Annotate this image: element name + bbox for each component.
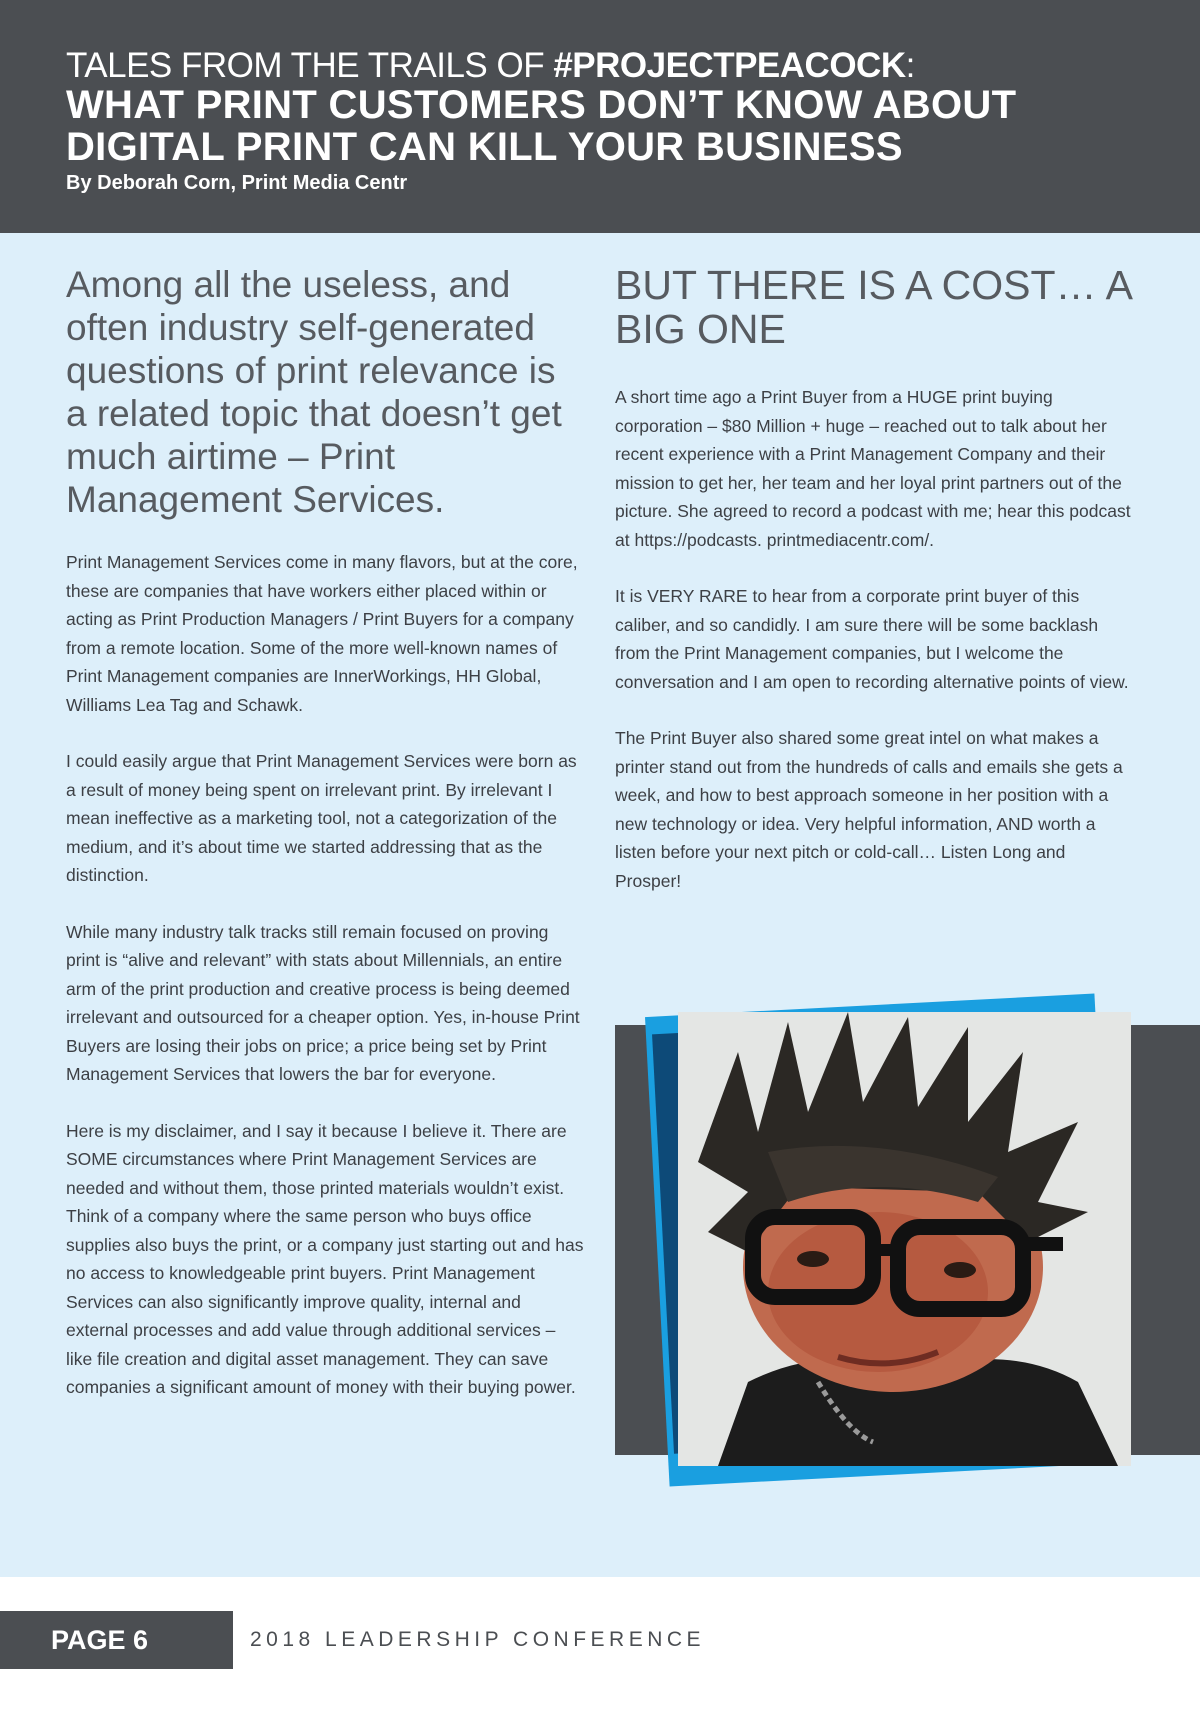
author-photo-frame — [615, 995, 1200, 1535]
article-header — [0, 0, 1200, 233]
right-column — [615, 383, 1135, 923]
left-paragraph: Print Management Services come in many flavors, but at the core, these are companies that have workers either placed within or acting as Print Production Managers / Print Buyers for a company from a remote location. Some of the more well-known names of Print Management companies are InnerWorkings, HH Global, Williams Lea Tag and Schawk. — [66, 552, 578, 715]
kicker-light-text: TALES FROM THE TRAILS OF — [66, 46, 554, 85]
kicker-hashtag: #PROJECTPEACOCK — [553, 46, 906, 85]
kicker-colon: : — [905, 46, 915, 85]
article-byline: By Deborah Corn, Print Media Centr — [66, 172, 408, 194]
article-headline: WHAT PRINT CUSTOMERS DON’T KNOW ABOUT DIGITAL PRINT CAN KILL YOUR BUSINESS — [66, 83, 1017, 169]
page-number: PAGE 6 — [0, 1611, 233, 1669]
left-column — [66, 548, 586, 1430]
portrait-illustration — [678, 1012, 1131, 1466]
section-heading: BUT THERE IS A COST… A BIG ONE — [615, 262, 1131, 352]
right-paragraph: The Print Buyer also shared some great intel on what makes a printer stand out from the hundreds of calls and emails she gets a week, and how to best approach someone in her position with a new technology or idea. Very helpful information, AND worth a listen before your next pitch or cold-call… Listen Long and Prosper! — [615, 728, 1123, 891]
right-paragraph: A short time ago a Print Buyer from a HUGE print buying corporation – $80 Million + huge – reached out to talk about her recent experience with a Print Management Company and their mission to get her, her team and her loyal print partners out of the picture. She agreed to record a podcast with me; hear this podcast at https://podcasts. printmediacentr.com/. — [615, 387, 1131, 550]
conference-title: 2018 LEADERSHIP CONFERENCE — [250, 1628, 706, 1651]
lead-paragraph: Among all the useless, and often industry self-generated questions of print relevance is a related topic that doesn’t get much airtime – Print Management Services. — [66, 264, 562, 520]
left-paragraph: Here is my disclaimer, and I say it because I believe it. There are SOME circumstances where Print Management Services are needed and without them, those printed materials wouldn’t exist. Think of a company where the same person who buys office supplies also buys the print, or a company just starting out and has no access to knowledgeable print buyers. Print Management Services can also significantly improve quality, internal and external processes and add value through additional services – like file creation and digital asset management. They can save companies a significant amount of money with their buying power. — [66, 1120, 584, 1397]
page-footer — [0, 1577, 1200, 1714]
article-kicker — [66, 44, 915, 88]
left-paragraph: I could easily argue that Print Management Services were born as a result of money being spent on irrelevant print. By irrelevant I mean ineffective as a marketing tool, not a categorization of the medium, and it’s about time we started addressing that as the distinction. — [66, 751, 577, 885]
author-photo — [678, 1012, 1131, 1466]
article-body — [0, 233, 1200, 1577]
left-paragraph: While many industry talk tracks still remain focused on proving print is “alive and relevant” with stats about Millennials, an entire arm of the print production and creative process is being deemed irrelevant and outsourced for a cheaper option. Yes, in-house Print Buyers are losing their jobs on price; a price being set by Print Management Services that lowers the bar for everyone. — [66, 921, 580, 1084]
right-paragraph: It is VERY RARE to hear from a corporate print buyer of this caliber, and so candidly. I am sure there will be some backlash from the Print Management companies, but I welcome the conversation and I am open to recording alternative points of view. — [615, 586, 1129, 692]
